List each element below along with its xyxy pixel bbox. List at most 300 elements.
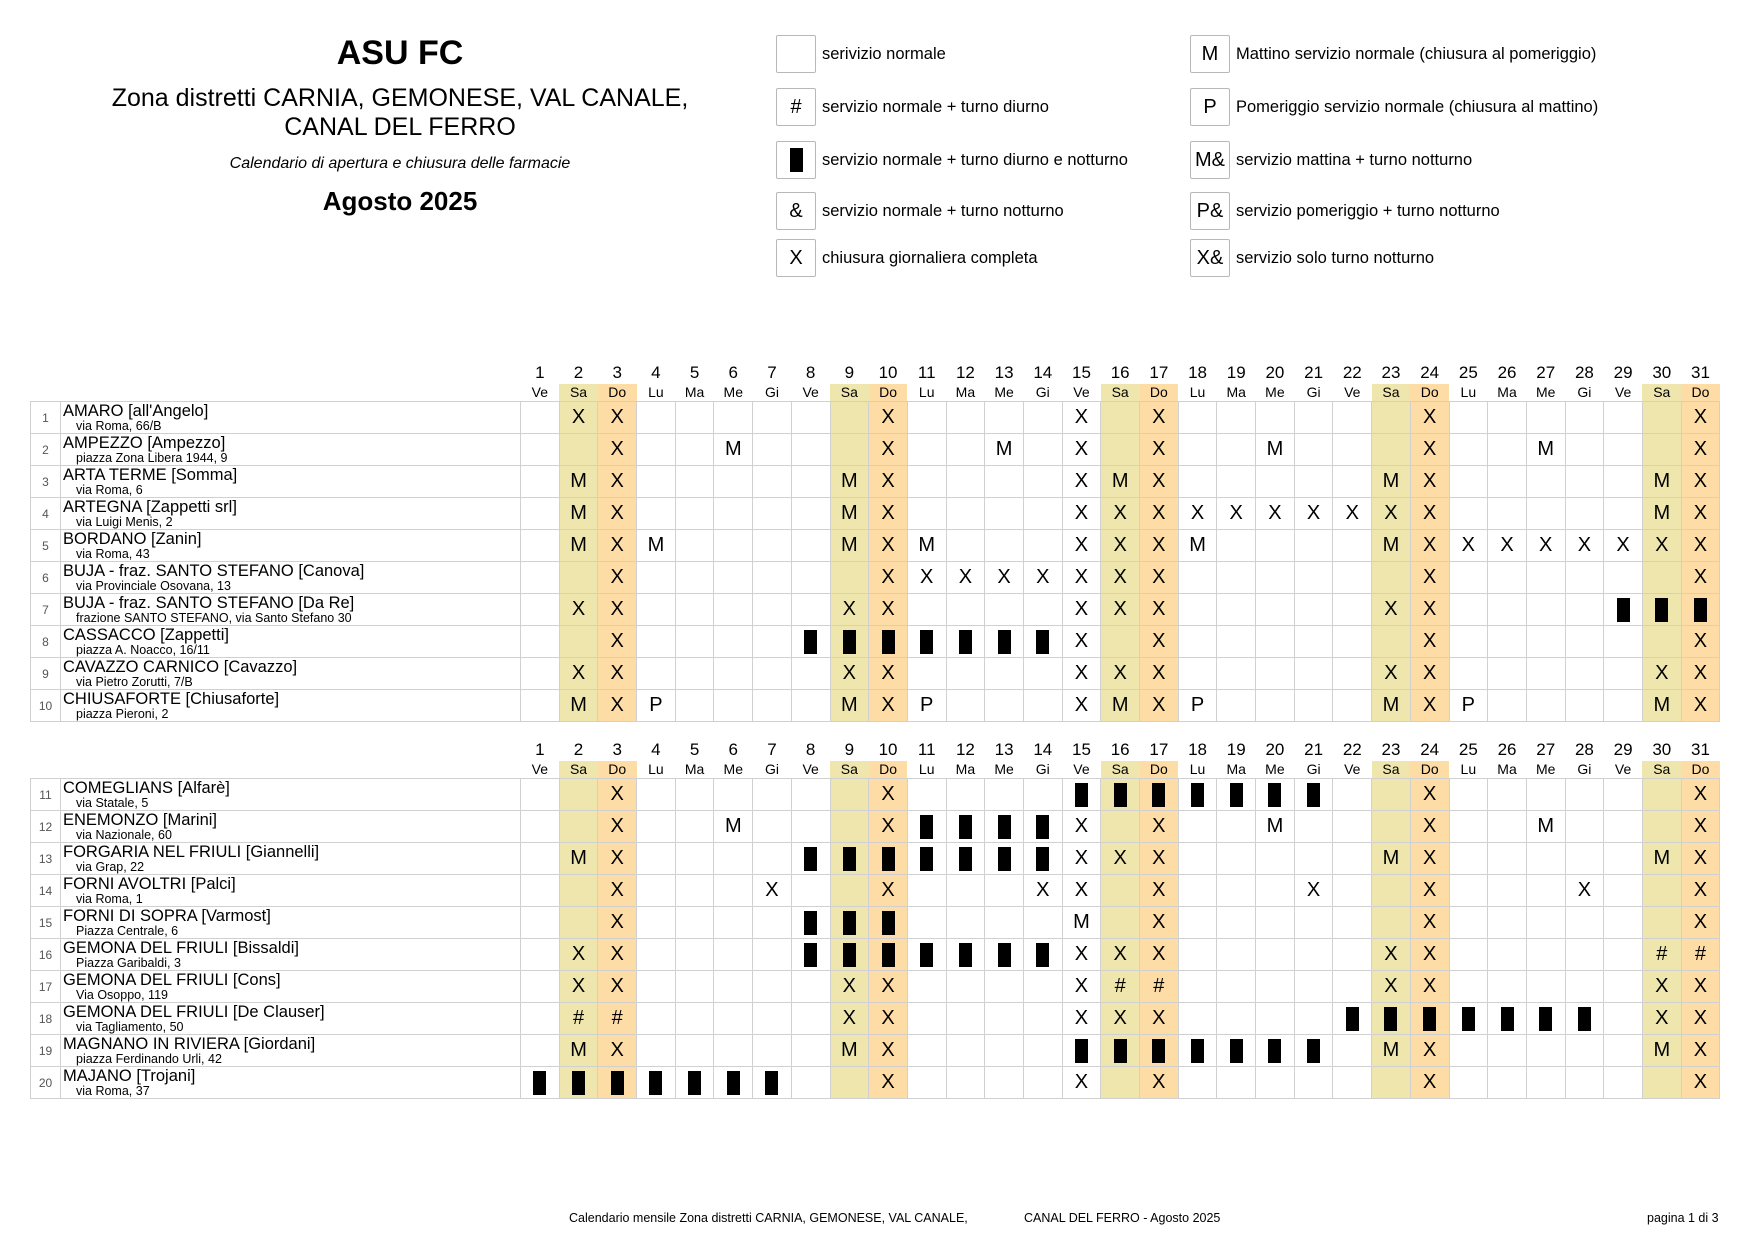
day-cell <box>637 939 676 971</box>
block-symbol-icon <box>1191 1039 1204 1063</box>
legend-label: servizio pomeriggio + turno notturno <box>1236 201 1500 220</box>
day-cell <box>1023 1067 1062 1099</box>
day-cell <box>1604 1035 1643 1067</box>
day-cell <box>1642 594 1681 626</box>
day-cell <box>1333 562 1372 594</box>
pharmacy-name: FORNI AVOLTRI [Palci] <box>63 875 236 893</box>
day-cell <box>1565 498 1604 530</box>
day-cell <box>1488 402 1527 434</box>
day-cell: M <box>985 434 1024 466</box>
day-cell <box>830 434 869 466</box>
day-cell <box>791 1035 830 1067</box>
day-cell <box>1372 402 1411 434</box>
weekday-label: Lu <box>1460 761 1477 777</box>
pharmacy-name: ARTEGNA [Zappetti srl] <box>63 498 237 516</box>
block-symbol-icon <box>998 847 1011 871</box>
weekday-label: Sa <box>1372 384 1411 402</box>
row-number: 12 <box>31 811 61 843</box>
weekday-label: Ve <box>1344 384 1361 400</box>
day-cell <box>714 779 753 811</box>
row-number: 9 <box>31 658 61 690</box>
day-cell: X <box>1410 594 1449 626</box>
day-cell: P <box>1449 690 1488 722</box>
row-number: 4 <box>31 498 61 530</box>
day-cell: # <box>1681 939 1720 971</box>
weekday-label: Gi <box>1035 384 1050 400</box>
day-cell: X <box>1101 658 1140 690</box>
day-cell: X <box>1410 434 1449 466</box>
pharmacy-address: piazza A. Noacco, 16/11 <box>76 643 210 657</box>
day-cell <box>1449 562 1488 594</box>
day-cell <box>791 971 830 1003</box>
day-cell: P <box>637 690 676 722</box>
day-cell <box>791 779 830 811</box>
day-cell <box>1023 907 1062 939</box>
pharmacy-cell <box>61 498 521 530</box>
day-cell <box>675 907 714 939</box>
day-cell: X <box>869 594 908 626</box>
day-cell <box>1449 939 1488 971</box>
weekday-label: Me <box>994 384 1014 400</box>
day-cell: X <box>1217 498 1256 530</box>
day-cell <box>1488 562 1527 594</box>
day-cell <box>675 594 714 626</box>
day-cell <box>1565 434 1604 466</box>
pharmacy-address: via Roma, 37 <box>76 1084 150 1098</box>
day-cell: X <box>1062 402 1101 434</box>
day-cell: X <box>1140 466 1179 498</box>
day-cell <box>753 466 792 498</box>
legend-label: servizio normale + turno diurno <box>822 97 1049 116</box>
footer-middle: CANAL DEL FERRO - Agosto 2025 <box>1024 1211 1221 1225</box>
day-cell <box>714 690 753 722</box>
day-number: 5 <box>689 740 700 759</box>
day-cell <box>869 843 908 875</box>
day-cell: X <box>1256 498 1295 530</box>
day-cell <box>946 1003 985 1035</box>
weekday-label: Ve <box>802 384 819 400</box>
day-cell <box>1642 626 1681 658</box>
block-symbol-icon <box>727 1071 740 1095</box>
day-cell <box>1333 843 1372 875</box>
day-cell <box>1449 594 1488 626</box>
day-cell <box>521 971 560 1003</box>
block-symbol-icon <box>1075 783 1088 807</box>
day-cell <box>1604 779 1643 811</box>
day-cell <box>1449 875 1488 907</box>
day-cell: X <box>1410 466 1449 498</box>
day-cell <box>1604 402 1643 434</box>
pharmacy-cell <box>61 779 521 811</box>
day-cell <box>791 1067 830 1099</box>
day-cell: M <box>714 434 753 466</box>
day-cell: X <box>1642 658 1681 690</box>
day-cell <box>753 779 792 811</box>
table-row <box>31 562 1720 594</box>
table-row <box>31 690 1720 722</box>
day-cell: X <box>869 1003 908 1035</box>
day-cell <box>1604 971 1643 1003</box>
day-cell <box>714 1003 753 1035</box>
day-cell: X <box>1062 594 1101 626</box>
pharmacy-address: via Grap, 22 <box>76 860 145 874</box>
day-cell: X <box>1140 434 1179 466</box>
pharmacy-name: BORDANO [Zanin] <box>63 530 202 548</box>
day-number: 23 <box>1381 363 1401 382</box>
day-cell: M <box>559 530 598 562</box>
day-cell: # <box>1140 971 1179 1003</box>
block-symbol-icon <box>843 847 856 871</box>
day-cell: X <box>598 658 637 690</box>
weekday-label: Do <box>1410 761 1449 779</box>
day-cell: X <box>985 562 1024 594</box>
day-cell <box>1526 498 1565 530</box>
day-cell <box>1449 1003 1488 1035</box>
day-number: 24 <box>1420 740 1440 759</box>
legend-label: servizio mattina + turno notturno <box>1236 150 1473 169</box>
day-cell <box>869 939 908 971</box>
day-cell <box>1565 971 1604 1003</box>
legend-symbol: M& <box>1190 141 1230 179</box>
day-cell <box>1526 1035 1565 1067</box>
day-cell: X <box>1140 875 1179 907</box>
pharmacy-cell <box>61 843 521 875</box>
weekday-label: Do <box>1681 384 1720 402</box>
day-cell <box>1256 626 1295 658</box>
block-symbol-icon <box>1384 1007 1397 1031</box>
day-cell <box>1178 779 1217 811</box>
weekday-label: Me <box>723 384 743 400</box>
day-cell <box>907 402 946 434</box>
day-cell: X <box>1062 971 1101 1003</box>
weekday-label: Ve <box>802 761 819 777</box>
row-number: 15 <box>31 907 61 939</box>
day-cell <box>675 402 714 434</box>
day-cell <box>1526 402 1565 434</box>
day-cell <box>1178 1035 1217 1067</box>
day-cell <box>1256 907 1295 939</box>
day-cell <box>714 402 753 434</box>
day-cell <box>1642 1067 1681 1099</box>
day-cell <box>1604 939 1643 971</box>
day-cell <box>907 594 946 626</box>
day-number: 29 <box>1613 740 1633 759</box>
day-cell <box>1488 843 1527 875</box>
day-cell: X <box>1023 875 1062 907</box>
day-cell: X <box>1488 530 1527 562</box>
day-cell <box>946 498 985 530</box>
day-cell: X <box>1062 498 1101 530</box>
day-number-row <box>31 739 1720 761</box>
pharmacy-address: piazza Ferdinando Urli, 42 <box>76 1052 222 1066</box>
table-row <box>31 843 1720 875</box>
block-symbol-icon <box>1617 598 1630 622</box>
day-cell: X <box>1140 626 1179 658</box>
day-cell: X <box>1178 498 1217 530</box>
day-number: 21 <box>1304 740 1324 759</box>
day-cell: X <box>598 498 637 530</box>
day-cell <box>946 939 985 971</box>
day-cell: X <box>1410 1067 1449 1099</box>
day-cell: M <box>559 498 598 530</box>
day-cell <box>830 779 869 811</box>
row-number: 16 <box>31 939 61 971</box>
day-number: 20 <box>1265 363 1285 382</box>
day-cell: M <box>907 530 946 562</box>
day-cell <box>559 626 598 658</box>
block-symbol-icon <box>959 630 972 654</box>
day-cell <box>1023 626 1062 658</box>
day-cell <box>1565 626 1604 658</box>
table-row <box>31 434 1720 466</box>
legend-label: servizio normale + turno diurno e notturno <box>822 150 1128 169</box>
legend-symbol: P& <box>1190 192 1230 230</box>
day-cell <box>1604 907 1643 939</box>
day-cell <box>1294 939 1333 971</box>
day-cell <box>753 626 792 658</box>
day-cell: M <box>1642 843 1681 875</box>
block-symbol-icon <box>1307 783 1320 807</box>
day-cell: X <box>1062 626 1101 658</box>
zone-line-1: Zona distretti CARNIA, GEMONESE, VAL CANALE, <box>111 84 689 112</box>
day-cell <box>1565 1067 1604 1099</box>
day-number: 28 <box>1574 740 1594 759</box>
day-cell <box>985 498 1024 530</box>
day-cell: X <box>559 402 598 434</box>
weekday-label: Sa <box>1372 761 1411 779</box>
day-cell: X <box>869 779 908 811</box>
block-symbol-icon <box>998 815 1011 839</box>
day-cell <box>1604 626 1643 658</box>
footer-page: pagina 1 di 3 <box>1647 1211 1719 1225</box>
block-symbol-icon <box>804 943 817 967</box>
day-cell: X <box>1062 875 1101 907</box>
day-cell: X <box>753 875 792 907</box>
weekday-label: Gi <box>1577 384 1592 400</box>
pharmacy-name: CHIUSAFORTE [Chiusaforte] <box>63 690 280 708</box>
day-number: 4 <box>651 740 661 759</box>
day-cell <box>1449 434 1488 466</box>
block-symbol-icon <box>882 943 895 967</box>
day-cell <box>1372 811 1411 843</box>
pharmacy-name: CASSACCO [Zappetti] <box>63 626 229 644</box>
day-cell <box>1526 875 1565 907</box>
day-cell: X <box>1410 971 1449 1003</box>
weekday-label: Ve <box>1073 761 1090 777</box>
weekday-label: Ve <box>1073 384 1090 400</box>
day-cell <box>907 1035 946 1067</box>
day-cell <box>675 562 714 594</box>
day-cell <box>1449 626 1488 658</box>
day-cell <box>946 690 985 722</box>
day-cell: M <box>830 466 869 498</box>
weekday-label: Lu <box>918 384 935 400</box>
legend-item <box>1190 33 1596 75</box>
day-cell: X <box>869 498 908 530</box>
block-symbol-icon <box>920 815 933 839</box>
day-cell <box>1488 626 1527 658</box>
day-cell <box>521 811 560 843</box>
day-cell <box>1526 971 1565 1003</box>
weekday-label: Do <box>1140 761 1179 779</box>
day-cell <box>675 434 714 466</box>
day-cell <box>1101 434 1140 466</box>
day-cell <box>1642 434 1681 466</box>
pharmacy-address: Piazza Garibaldi, 3 <box>76 956 181 970</box>
day-cell <box>985 626 1024 658</box>
block-symbol-icon <box>688 1071 701 1095</box>
day-cell <box>714 658 753 690</box>
day-number: 16 <box>1110 363 1130 382</box>
pharmacy-address: piazza Zona Libera 1944, 9 <box>76 451 228 465</box>
block-symbol-icon <box>804 911 817 935</box>
day-cell <box>637 811 676 843</box>
day-number: 2 <box>573 363 584 382</box>
day-cell <box>1178 402 1217 434</box>
weekday-label: Ma <box>1497 384 1517 400</box>
day-cell <box>1526 939 1565 971</box>
day-cell <box>830 939 869 971</box>
day-number: 1 <box>535 740 545 759</box>
day-cell <box>1101 779 1140 811</box>
day-cell <box>1488 658 1527 690</box>
day-cell <box>637 907 676 939</box>
weekday-label: Do <box>1410 384 1449 402</box>
legend-item <box>776 33 946 75</box>
day-cell <box>1023 594 1062 626</box>
day-number: 28 <box>1574 363 1594 382</box>
day-number: 11 <box>917 363 936 382</box>
day-cell <box>907 626 946 658</box>
day-number: 25 <box>1458 363 1478 382</box>
block-symbol-icon <box>1036 815 1049 839</box>
row-number: 10 <box>31 690 61 722</box>
day-cell <box>1449 779 1488 811</box>
day-cell <box>1449 402 1488 434</box>
footer-left: Calendario mensile Zona distretti CARNIA, GEMONESE, VAL CANALE, <box>569 1211 968 1225</box>
weekday-label: Me <box>1265 384 1285 400</box>
weekday-label: Lu <box>918 761 935 777</box>
weekday-label: Ve <box>531 384 549 400</box>
day-cell: X <box>1410 811 1449 843</box>
pharmacy-address: via Provinciale Osovana, 13 <box>76 579 231 593</box>
day-number: 14 <box>1033 363 1053 382</box>
day-number: 17 <box>1149 740 1169 759</box>
day-cell <box>1372 626 1411 658</box>
day-cell <box>521 626 560 658</box>
day-cell <box>791 907 830 939</box>
weekday-label: Ve <box>1344 761 1361 777</box>
day-cell <box>1023 971 1062 1003</box>
day-cell: M <box>1372 1035 1411 1067</box>
day-cell: X <box>1410 875 1449 907</box>
legend-label: servizio solo turno notturno <box>1236 248 1435 267</box>
day-cell <box>1023 811 1062 843</box>
block-symbol-icon <box>1114 1039 1127 1063</box>
day-cell: M <box>637 530 676 562</box>
day-cell <box>985 466 1024 498</box>
day-number: 31 <box>1691 740 1710 759</box>
day-cell <box>1604 811 1643 843</box>
pharmacy-name: FORGARIA NEL FRIULI [Giannelli] <box>63 843 320 861</box>
block-symbol-icon <box>1501 1007 1514 1031</box>
table-row <box>31 939 1720 971</box>
day-cell: X <box>1681 1003 1720 1035</box>
pharmacy-cell <box>61 1035 521 1067</box>
day-cell: M <box>1256 434 1295 466</box>
day-cell <box>1217 562 1256 594</box>
day-cell <box>1178 971 1217 1003</box>
table-row <box>31 907 1720 939</box>
table-row <box>31 875 1720 907</box>
day-cell <box>675 690 714 722</box>
day-cell <box>907 779 946 811</box>
day-cell <box>521 658 560 690</box>
day-cell <box>1178 594 1217 626</box>
weekday-label: Lu <box>1189 761 1206 777</box>
day-cell: X <box>1604 530 1643 562</box>
day-cell <box>907 658 946 690</box>
legend-item <box>1190 86 1598 128</box>
day-number: 22 <box>1342 740 1362 759</box>
day-cell <box>521 907 560 939</box>
day-cell: X <box>946 562 985 594</box>
day-cell <box>946 779 985 811</box>
weekday-label: Gi <box>1035 761 1050 777</box>
day-cell: X <box>598 939 637 971</box>
day-cell <box>946 1067 985 1099</box>
day-cell <box>714 562 753 594</box>
day-cell <box>1681 594 1720 626</box>
pharmacy-name: GEMONA DEL FRIULI [Cons] <box>63 971 281 989</box>
day-cell: M <box>830 1035 869 1067</box>
day-cell <box>1642 402 1681 434</box>
day-number: 29 <box>1613 363 1633 382</box>
day-cell: X <box>559 594 598 626</box>
day-cell <box>637 466 676 498</box>
day-cell <box>830 402 869 434</box>
day-cell <box>1333 939 1372 971</box>
pharmacy-name: ENEMONZO [Marini] <box>63 811 218 829</box>
day-cell <box>753 402 792 434</box>
day-cell: X <box>598 402 637 434</box>
pharmacy-name: COMEGLIANS [Alfarè] <box>63 779 230 797</box>
day-cell: X <box>1062 811 1101 843</box>
day-number: 18 <box>1188 363 1207 382</box>
day-cell: X <box>1062 434 1101 466</box>
table-row <box>31 658 1720 690</box>
day-cell <box>637 875 676 907</box>
day-cell: X <box>1681 843 1720 875</box>
day-number: 7 <box>767 740 777 759</box>
day-cell <box>1294 971 1333 1003</box>
weekday-label: Gi <box>764 761 779 777</box>
day-cell: X <box>869 402 908 434</box>
day-number: 20 <box>1265 740 1285 759</box>
day-cell <box>791 466 830 498</box>
pharmacy-address: via Nazionale, 60 <box>76 828 172 842</box>
day-cell: M <box>830 530 869 562</box>
block-symbol-icon <box>998 630 1011 654</box>
day-cell: M <box>1642 466 1681 498</box>
day-cell <box>1565 690 1604 722</box>
day-cell <box>637 779 676 811</box>
day-number: 14 <box>1033 740 1053 759</box>
day-cell <box>1023 466 1062 498</box>
day-cell <box>1217 971 1256 1003</box>
day-cell: X <box>1372 594 1411 626</box>
block-symbol-icon <box>959 943 972 967</box>
